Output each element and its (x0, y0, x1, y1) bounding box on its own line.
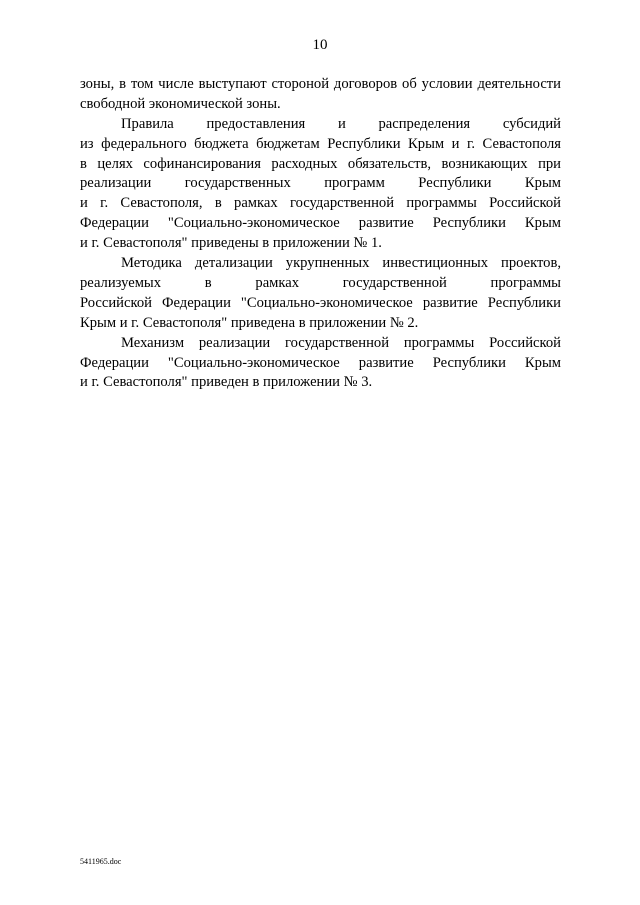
footer-filename: 5411965.doc (80, 857, 122, 866)
text-line: Российской Федерации "Социально-экономическое развитие Республики (80, 294, 561, 311)
text-line: и г. Севастополя" приведены в приложении № 1. (80, 235, 382, 252)
text-line: Механизм реализации государственной программы Российской (121, 334, 561, 351)
paragraph-3 (80, 254, 561, 334)
paragraph-4 (80, 334, 561, 394)
text-line: Федерации "Социально-экономическое развитие Республики Крым (80, 354, 561, 371)
text-line: реализуемых в рамках государственной программы (80, 274, 561, 291)
text-line: зоны, в том числе выступают стороной договоров об условии деятельности (80, 76, 561, 92)
page-number: 10 (312, 37, 328, 53)
paragraph-1 (80, 75, 561, 115)
text-line: Крым и г. Севастополя" приведена в приложении № 2. (80, 314, 419, 331)
text-line: и г. Севастополя" приведен в приложении № 3. (80, 374, 373, 391)
document-body (80, 75, 561, 393)
text-line: в целях софинансирования расходных обязательств, возникающих при (80, 155, 561, 172)
text-line: из федерального бюджета бюджетам Республики Крым и г. Севастополя (80, 135, 561, 152)
text-line: реализации государственных программ Республики Крым (80, 175, 561, 192)
text-line: Методика детализации укрупненных инвестиционных проектов, (121, 255, 561, 272)
text-line: Федерации "Социально-экономическое развитие Республики Крым (80, 215, 561, 232)
text-line: Правила предоставления и распределения субсидий (121, 115, 561, 132)
text-line: и г. Севастополя, в рамках государственной программы Российской (80, 195, 561, 212)
paragraph-2 (80, 115, 561, 254)
text-line: свободной экономической зоны. (80, 95, 281, 112)
